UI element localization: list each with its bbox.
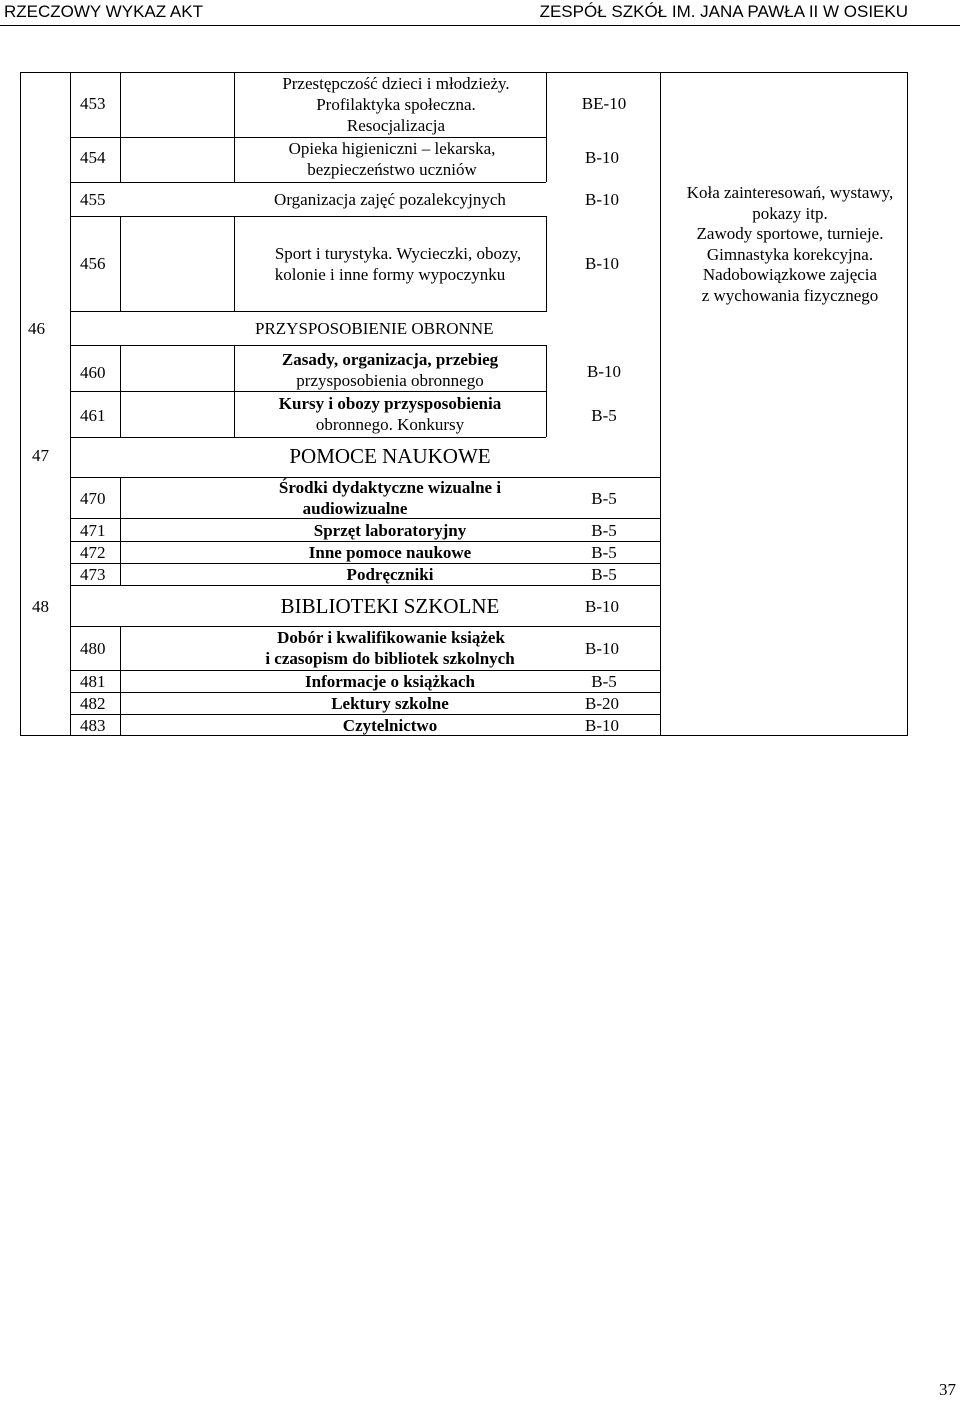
row-472-category: B-5 bbox=[591, 543, 617, 562]
row-473-category: B-5 bbox=[591, 565, 617, 584]
row-460-category: B-10 bbox=[587, 362, 621, 381]
row-455-category: B-10 bbox=[585, 190, 619, 209]
row-471-number: 471 bbox=[80, 521, 106, 540]
row-481-number: 481 bbox=[80, 672, 106, 691]
row-480-number: 480 bbox=[80, 639, 106, 658]
row-480-title-1: Dobór i kwalifikowanie książek bbox=[277, 628, 505, 647]
row-455-number: 455 bbox=[80, 190, 106, 209]
row-461-category: B-5 bbox=[591, 406, 617, 425]
section-48-number: 48 bbox=[32, 597, 49, 616]
row-482-number: 482 bbox=[80, 694, 106, 713]
row-481-category: B-5 bbox=[591, 672, 617, 691]
section-48-category: B-10 bbox=[585, 597, 619, 616]
row-483-number: 483 bbox=[80, 716, 106, 735]
remark-line: Zawody sportowe, turnieje. bbox=[696, 224, 884, 243]
row-460-title-2: przysposobienia obronnego bbox=[296, 371, 484, 390]
row-482-category: B-20 bbox=[585, 694, 619, 713]
row-473-number: 473 bbox=[80, 565, 106, 584]
row-461-title-2: obronnego. Konkursy bbox=[315, 415, 465, 434]
row-470-title-1: Środki dydaktyczne wizualne i bbox=[278, 478, 502, 497]
section-46-title: PRZYSPOSOBIENIE OBRONNE bbox=[255, 319, 494, 338]
row-453-category: BE-10 bbox=[581, 94, 627, 113]
section-47-title: POMOCE NAUKOWE bbox=[289, 444, 491, 468]
page-number: 37 bbox=[939, 1380, 956, 1399]
row-453-title-3: Resocjalizacja bbox=[346, 116, 446, 135]
row-460-number: 460 bbox=[80, 363, 106, 382]
row-470-number: 470 bbox=[80, 489, 106, 508]
row-482-title: Lektury szkolne bbox=[331, 694, 449, 713]
row-461-title-1: Kursy i obozy przysposobienia bbox=[278, 394, 502, 413]
remarks-cell bbox=[666, 183, 914, 306]
row-453-title-1: Przestępczość dzieci i młodzieży. bbox=[282, 74, 510, 93]
row-455-title: Organizacja zajęć pozalekcyjnych bbox=[274, 190, 506, 209]
row-472-number: 472 bbox=[80, 543, 106, 562]
row-461-number: 461 bbox=[80, 406, 106, 425]
row-453-title-2: Profilaktyka społeczna. bbox=[316, 95, 476, 114]
remark-line: Koła zainteresowań, wystawy, bbox=[686, 183, 894, 202]
header-left: RZECZOWY WYKAZ AKT bbox=[4, 2, 203, 21]
row-460-title-1: Zasady, organizacja, przebieg bbox=[281, 350, 499, 369]
section-48-title: BIBLIOTEKI SZKOLNE bbox=[280, 594, 500, 618]
header-right: ZESPÓŁ SZKÓŁ IM. JANA PAWŁA II W OSIEKU bbox=[539, 2, 908, 21]
remark-line: pokazy itp. bbox=[752, 203, 828, 223]
row-480-category: B-10 bbox=[585, 639, 619, 658]
row-456-category: B-10 bbox=[585, 254, 619, 273]
row-454-number: 454 bbox=[80, 148, 106, 167]
row-470-title-2: audiowizualne bbox=[302, 499, 408, 518]
remark-line: z wychowania fizycznego bbox=[701, 285, 879, 305]
row-454-category: B-10 bbox=[585, 148, 619, 167]
row-483-title: Czytelnictwo bbox=[342, 716, 438, 735]
row-456-title-2: kolonie i inne formy wypoczynku bbox=[274, 265, 506, 284]
remark-line: Gimnastyka korekcyjna. bbox=[706, 244, 874, 264]
section-47-number: 47 bbox=[32, 446, 49, 465]
row-454-title-1: Opieka higieniczni – lekarska, bbox=[288, 139, 496, 158]
remark-line: Nadobowiązkowe zajęcia bbox=[702, 265, 878, 284]
section-46-number: 46 bbox=[28, 319, 45, 338]
row-456-number: 456 bbox=[80, 254, 106, 273]
row-453-number: 453 bbox=[80, 94, 106, 113]
row-480-title-2: i czasopism do bibliotek szkolnych bbox=[265, 649, 515, 668]
row-456-title-1: Sport i turystyka. Wycieczki, obozy, bbox=[274, 244, 522, 263]
row-470-category: B-5 bbox=[591, 489, 617, 508]
row-471-title: Sprzęt laboratoryjny bbox=[313, 521, 467, 540]
row-483-category: B-10 bbox=[585, 716, 619, 735]
row-472-title: Inne pomoce naukowe bbox=[308, 543, 472, 562]
row-481-title: Informacje o książkach bbox=[305, 672, 475, 691]
row-473-title: Podręczniki bbox=[346, 565, 434, 584]
row-471-category: B-5 bbox=[591, 521, 617, 540]
row-454-title-2: bezpieczeństwo uczniów bbox=[307, 160, 477, 179]
